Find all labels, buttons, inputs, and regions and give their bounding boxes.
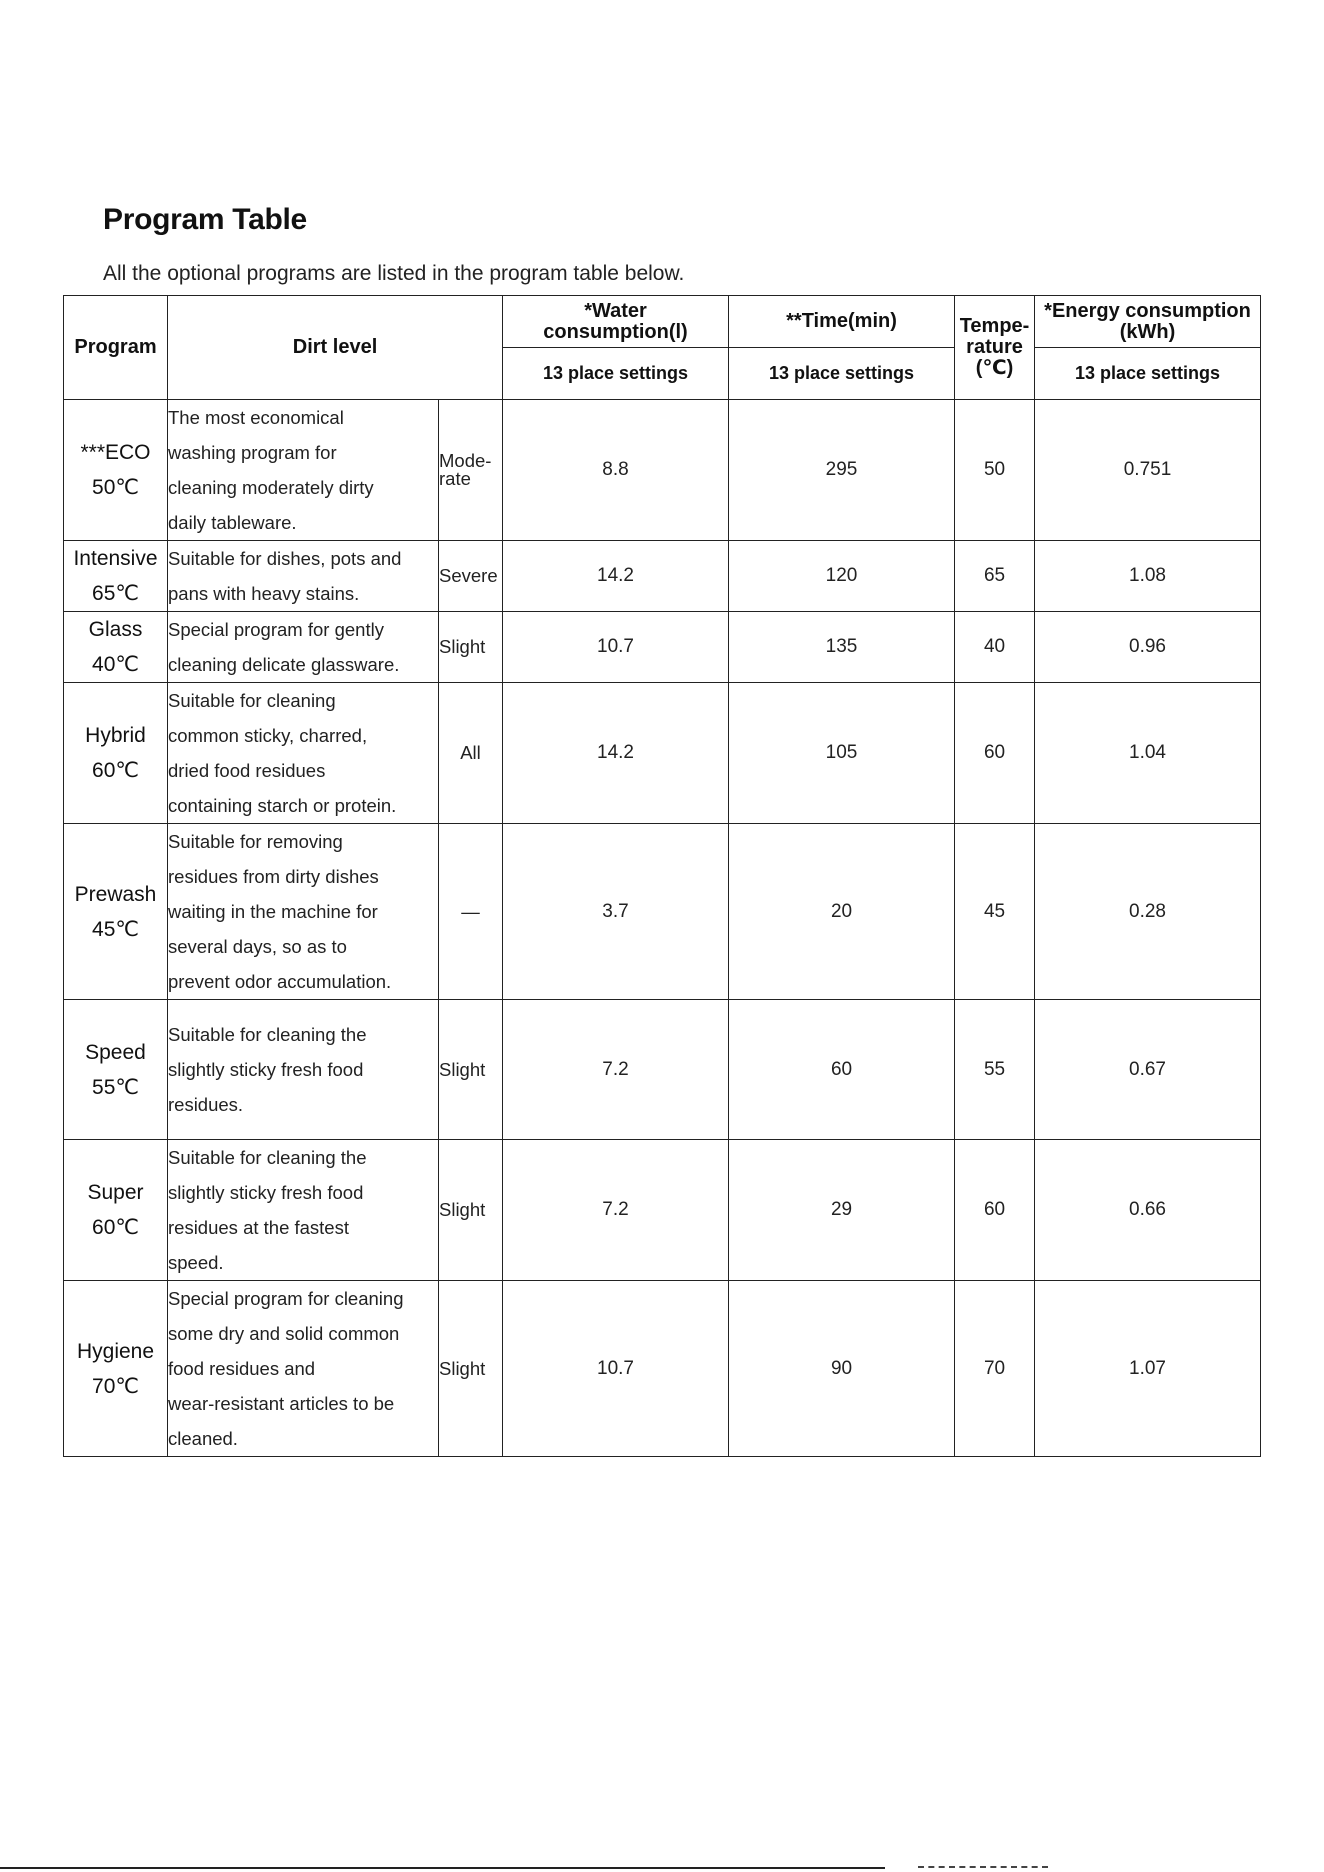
program-temp-label: 45℃ xyxy=(92,917,139,941)
temperature-cell: 60 xyxy=(955,1140,1035,1281)
description-line: Suitable for cleaning the xyxy=(168,1147,367,1168)
energy-cell: 1.07 xyxy=(1035,1281,1261,1457)
description-line: dried food residues xyxy=(168,760,326,781)
table-row xyxy=(64,683,1261,824)
description-line: wear-resistant articles to be xyxy=(168,1393,395,1414)
table-row xyxy=(64,1000,1261,1140)
program-description xyxy=(168,824,439,1000)
temperature-cell: 65 xyxy=(955,541,1035,612)
energy-cell: 0.96 xyxy=(1035,612,1261,683)
header-water-sub: 13 place settings xyxy=(503,348,729,400)
program-description xyxy=(168,1140,439,1281)
header-energy: *Energy consumption (kWh) xyxy=(1035,296,1261,348)
header-time-sub: 13 place settings xyxy=(729,348,955,400)
energy-cell: 1.08 xyxy=(1035,541,1261,612)
program-name: Hygiene xyxy=(76,1339,155,1363)
program-temp-label: 70℃ xyxy=(92,1374,139,1398)
dirt-level-cell: Severe xyxy=(439,541,503,612)
program-name: Intensive xyxy=(73,547,158,570)
energy-cell: 0.28 xyxy=(1035,824,1261,1000)
time-cell: 120 xyxy=(729,541,955,612)
program-description xyxy=(168,400,439,541)
temperature-cell: 55 xyxy=(955,1000,1035,1140)
description-line: prevent odor accumulation. xyxy=(168,971,392,992)
program-temp-label: 60℃ xyxy=(92,759,139,782)
program-name-cell xyxy=(64,612,168,683)
description-line: Suitable for dishes, pots and xyxy=(168,548,402,569)
time-cell: 295 xyxy=(729,400,955,541)
footer-rule xyxy=(0,1867,885,1869)
temperature-cell: 60 xyxy=(955,683,1035,824)
table-row xyxy=(64,824,1261,1000)
program-name-cell xyxy=(64,824,168,1000)
program-description xyxy=(168,683,439,824)
description-line: cleaned. xyxy=(168,1428,238,1449)
program-name: Glass xyxy=(88,618,143,641)
table-row xyxy=(64,400,1261,541)
description-line: The most economical xyxy=(168,407,344,428)
program-temp-label: 50℃ xyxy=(92,476,139,499)
temperature-cell: 70 xyxy=(955,1281,1035,1457)
energy-cell: 0.67 xyxy=(1035,1000,1261,1140)
water-cell: 7.2 xyxy=(503,1140,729,1281)
water-cell: 3.7 xyxy=(503,824,729,1000)
description-line: several days, so as to xyxy=(168,936,347,957)
program-name-cell xyxy=(64,1281,168,1457)
time-cell: 20 xyxy=(729,824,955,1000)
dirt-level-cell: Slight xyxy=(439,1000,503,1140)
dirt-level-cell: All xyxy=(439,683,503,824)
description-line: Suitable for cleaning the xyxy=(168,1024,367,1045)
program-description xyxy=(168,541,439,612)
program-table xyxy=(63,295,1261,1457)
description-line: daily tableware. xyxy=(168,512,297,533)
water-cell: 10.7 xyxy=(503,612,729,683)
water-cell: 8.8 xyxy=(503,400,729,541)
program-description xyxy=(168,1000,439,1140)
program-name: Speed xyxy=(85,1040,146,1064)
description-line: washing program for xyxy=(168,442,337,463)
program-name-cell xyxy=(64,541,168,612)
water-cell: 7.2 xyxy=(503,1000,729,1140)
time-cell: 135 xyxy=(729,612,955,683)
energy-cell: 0.751 xyxy=(1035,400,1261,541)
water-cell: 10.7 xyxy=(503,1281,729,1457)
time-cell: 29 xyxy=(729,1140,955,1281)
program-description xyxy=(168,1281,439,1457)
table-row xyxy=(64,612,1261,683)
description-line: slightly sticky fresh food xyxy=(168,1059,364,1080)
time-cell: 60 xyxy=(729,1000,955,1140)
description-line: containing starch or protein. xyxy=(168,795,397,816)
program-name: Prewash xyxy=(74,882,157,906)
program-name-cell xyxy=(64,683,168,824)
program-name: Super xyxy=(87,1181,144,1204)
water-cell: 14.2 xyxy=(503,541,729,612)
header-water: *Water consumption(l) xyxy=(503,296,729,348)
header-dirt-level: Dirt level xyxy=(168,296,503,400)
description-line: Special program for cleaning xyxy=(168,1288,404,1309)
temperature-cell: 50 xyxy=(955,400,1035,541)
description-line: residues. xyxy=(168,1094,244,1115)
header-time: **Time(min) xyxy=(729,296,955,348)
program-name: ***ECO xyxy=(80,441,151,464)
page-title: Program Table xyxy=(103,203,307,236)
intro-text: All the optional programs are listed in the program table below. xyxy=(103,262,685,285)
description-line: common sticky, charred, xyxy=(168,725,368,746)
description-line: cleaning moderately dirty xyxy=(168,477,374,498)
temperature-cell: 45 xyxy=(955,824,1035,1000)
program-description xyxy=(168,612,439,683)
description-line: residues from dirty dishes xyxy=(168,866,379,887)
table-row xyxy=(64,1140,1261,1281)
table-body xyxy=(64,400,1261,1457)
description-line: some dry and solid common xyxy=(168,1323,400,1344)
program-temp-label: 60℃ xyxy=(92,1216,139,1239)
dirt-level-cell: Mode- rate xyxy=(439,400,503,541)
dirt-level-cell: — xyxy=(439,824,503,1000)
program-temp-label: 40℃ xyxy=(92,653,139,676)
header-energy-sub: 13 place settings xyxy=(1035,348,1261,400)
table-row xyxy=(64,541,1261,612)
program-name-cell xyxy=(64,1140,168,1281)
description-line: Suitable for removing xyxy=(168,831,343,852)
time-cell: 90 xyxy=(729,1281,955,1457)
energy-cell: 0.66 xyxy=(1035,1140,1261,1281)
dirt-level-cell: Slight xyxy=(439,1281,503,1457)
description-line: food residues and xyxy=(168,1358,316,1379)
description-line: slightly sticky fresh food xyxy=(168,1182,364,1203)
footer-mark xyxy=(918,1866,1048,1871)
header-temperature: Tempe- rature (℃) xyxy=(955,296,1035,400)
description-line: residues at the fastest xyxy=(168,1217,349,1238)
time-cell: 105 xyxy=(729,683,955,824)
description-line: Special program for gently xyxy=(168,619,384,640)
program-name-cell xyxy=(64,400,168,541)
dirt-level-cell: Slight xyxy=(439,1140,503,1281)
table-row xyxy=(64,1281,1261,1457)
description-line: waiting in the machine for xyxy=(168,901,378,922)
program-temp-label: 65℃ xyxy=(92,582,139,605)
water-cell: 14.2 xyxy=(503,683,729,824)
header-program: Program xyxy=(64,296,168,400)
program-name-cell xyxy=(64,1000,168,1140)
description-line: speed. xyxy=(168,1252,224,1273)
program-temp-label: 55℃ xyxy=(92,1075,139,1099)
program-name: Hybrid xyxy=(85,724,146,747)
energy-cell: 1.04 xyxy=(1035,683,1261,824)
temperature-cell: 40 xyxy=(955,612,1035,683)
dirt-level-cell: Slight xyxy=(439,612,503,683)
description-line: Suitable for cleaning xyxy=(168,690,336,711)
description-line: pans with heavy stains. xyxy=(168,583,360,604)
description-line: cleaning delicate glassware. xyxy=(168,654,400,675)
